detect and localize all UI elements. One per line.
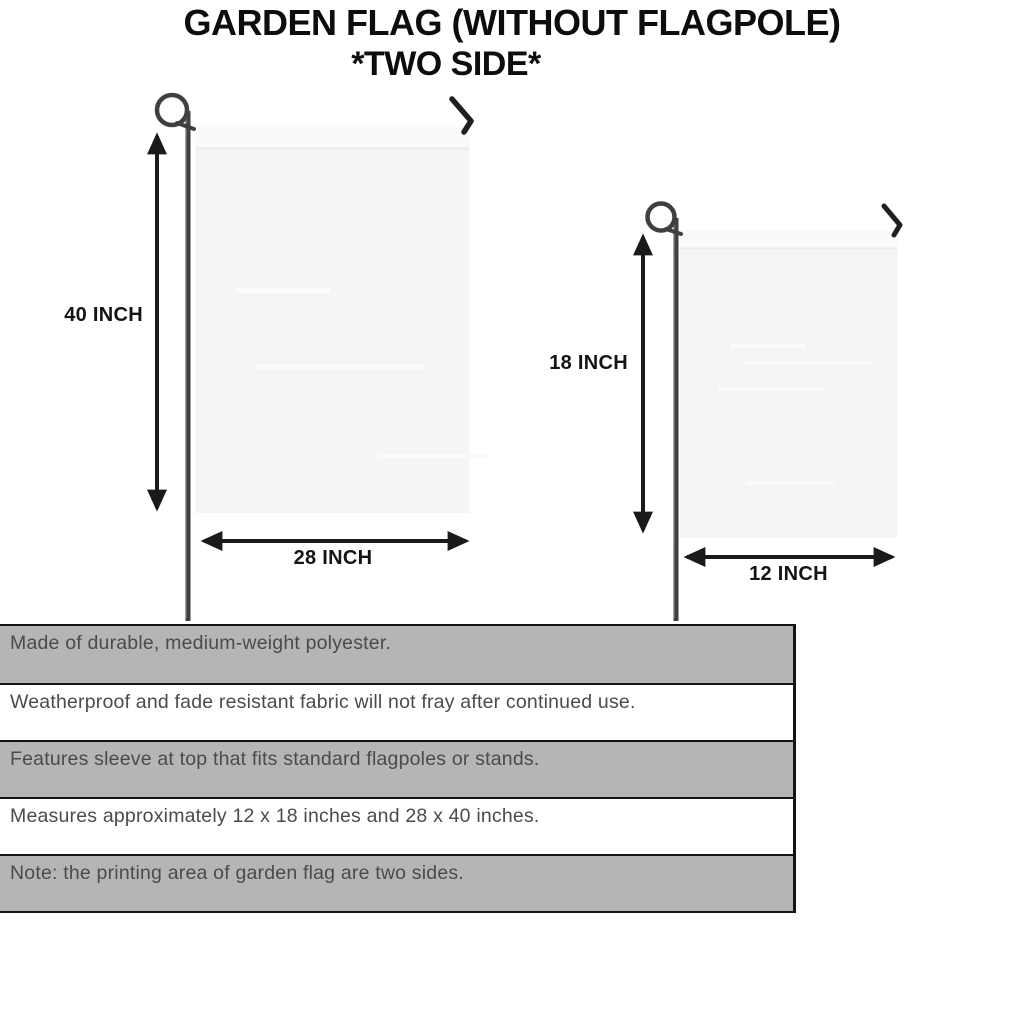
spec-row-weatherproof: Weatherproof and fade resistant fabric will not fray after continued use. [0, 683, 793, 740]
spec-row-note: Note: the printing area of garden flag are two sides. [0, 854, 793, 911]
spec-row-sleeve: Features sleeve at top that fits standard flagpoles or stands. [0, 740, 793, 797]
large-flag-width-label: 28 INCH [293, 547, 373, 569]
spec-row-material: Made of durable, medium-weight polyester. [0, 626, 793, 683]
pole-loop-icon [157, 95, 187, 125]
spec-row-measures: Measures approximately 12 x 18 inches and 28 x 40 inches. [0, 797, 793, 854]
small-flag-height-label: 18 INCH [549, 352, 628, 374]
page-subtitle: *TWO SIDE* [351, 45, 541, 83]
small-flag-sleeve [680, 230, 898, 248]
small-flag-graphic [643, 204, 900, 622]
page-title: GARDEN FLAG (WITHOUT FLAGPOLE) [183, 2, 841, 43]
spec-table [0, 624, 796, 913]
pole-loop-icon [648, 204, 675, 231]
small-flag-width-label: 12 INCH [749, 563, 828, 585]
small-flag-canvas [680, 230, 898, 538]
large-flag-sleeve [196, 127, 470, 148]
large-flag-graphic [157, 95, 488, 621]
large-flag-height-label: 40 INCH [64, 304, 143, 326]
